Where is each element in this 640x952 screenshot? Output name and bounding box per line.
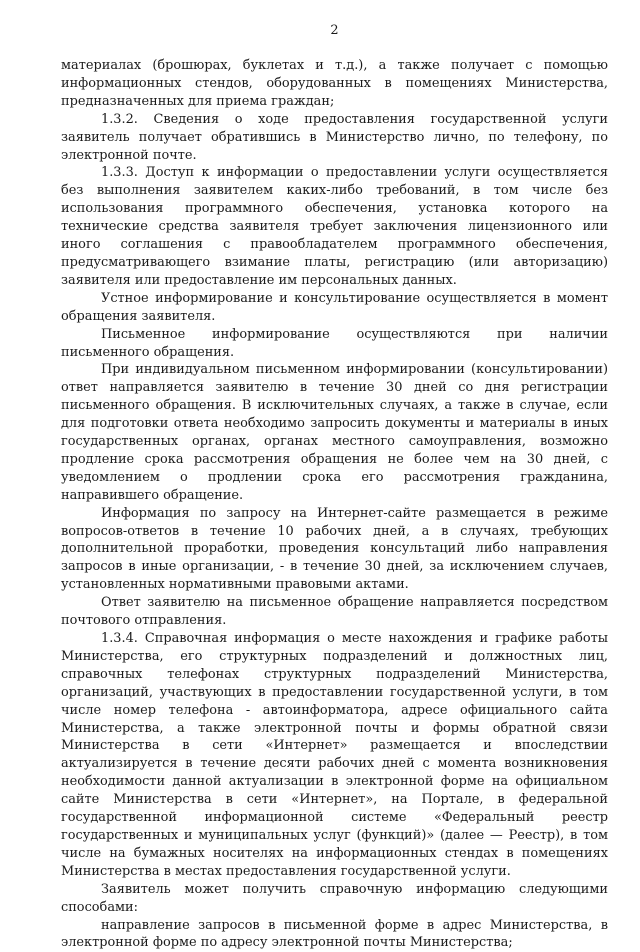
paragraph-oral-informing: Устное информирование и консультирование осуществляется в момент обращения заявителя. <box>61 290 608 326</box>
paragraph-1-3-2: 1.3.2. Сведения о ходе предоставления государственной услуги заявитель получает обратившись в Министерство лично, по телефону, по электронной почте. <box>61 111 608 165</box>
paragraph-continuation: материалах (брошюрах, буклетах и т.д.), а также получает с помощью информационных стендов, оборудованных в помещениях Министерства, предназначенных для приема граждан; <box>61 57 608 111</box>
paragraph-written-informing: Письменное информирование осуществляются при наличии письменного обращения. <box>61 326 608 362</box>
paragraph-ways-intro: Заявитель может получить справочную информацию следующими способами: <box>61 881 608 917</box>
page-number: 2 <box>61 22 608 39</box>
paragraph-individual-written: При индивидуальном письменном информировании (консультировании) ответ направляется заявителю в течение 30 дней со дня регистрации письменного обращения. В исключительных случаях, а также в случае, если для подготовки ответа необходимо запросить документы и материалы в иных государственных органах, органах местного самоуправления, возможно продление срока рассмотрения обращения не более чем на 30 дней, с уведомлением о продлении срока его рассмотрения гражданина, направившего обращение. <box>61 361 608 504</box>
paragraph-1-3-4: 1.3.4. Справочная информация о месте нахождения и графике работы Министерства, его структурных подразделений и должностных лиц, справочных телефонах структурных подразделений Министерства, организаций, участвующих в предоставлении государственной услуги, в том числе номер телефона - автоинформатора, адресе официального сайта Министерства, а также электронной почты и формы обратной связи Министерства в сети «Интернет» размещается и впоследствии актуализируется в течение десяти рабочих дней с момента возникновения необходимости данной актуализации в электронной форме на официальном сайте Министерства в сети «Интернет», на Портале, в федеральной государственной информационной системе «Федеральный реестр государственных и муниципальных услуг (функций)» (далее — Реестр), в том числе на бумажных носителях на информационных стендах в помещениях Министерства в местах предоставления государственной услуги. <box>61 630 608 881</box>
paragraph-postal-answer: Ответ заявителю на письменное обращение направляется посредством почтового отправления. <box>61 594 608 630</box>
paragraph-1-3-3: 1.3.3. Доступ к информации о предоставлении услуги осуществляется без выполнения заявителем каких-либо требований, в том числе без использования программного обеспечения, установка которого на технические средства заявителя требует заключения лицензионного или иного соглашения с правообладателем программного обеспечения, предусматривающего взимание платы, регистрацию (или авторизацию) заявителя или предоставление им персональных данных. <box>61 164 608 289</box>
paragraph-internet-request: Информация по запросу на Интернет-сайте размещается в режиме вопросов-ответов в течение 10 рабочих дней, а в случаях, требующих дополнительной проработки, проведения консультаций либо направления запросов в иные организации, - в течение 30 дней, за исключением случаев, установленных нормативными правовыми актами. <box>61 505 608 595</box>
paragraph-written-requests: направление запросов в письменной форме в адрес Министерства, в электронной форме по адресу электронной почты Министерства; <box>61 917 608 952</box>
